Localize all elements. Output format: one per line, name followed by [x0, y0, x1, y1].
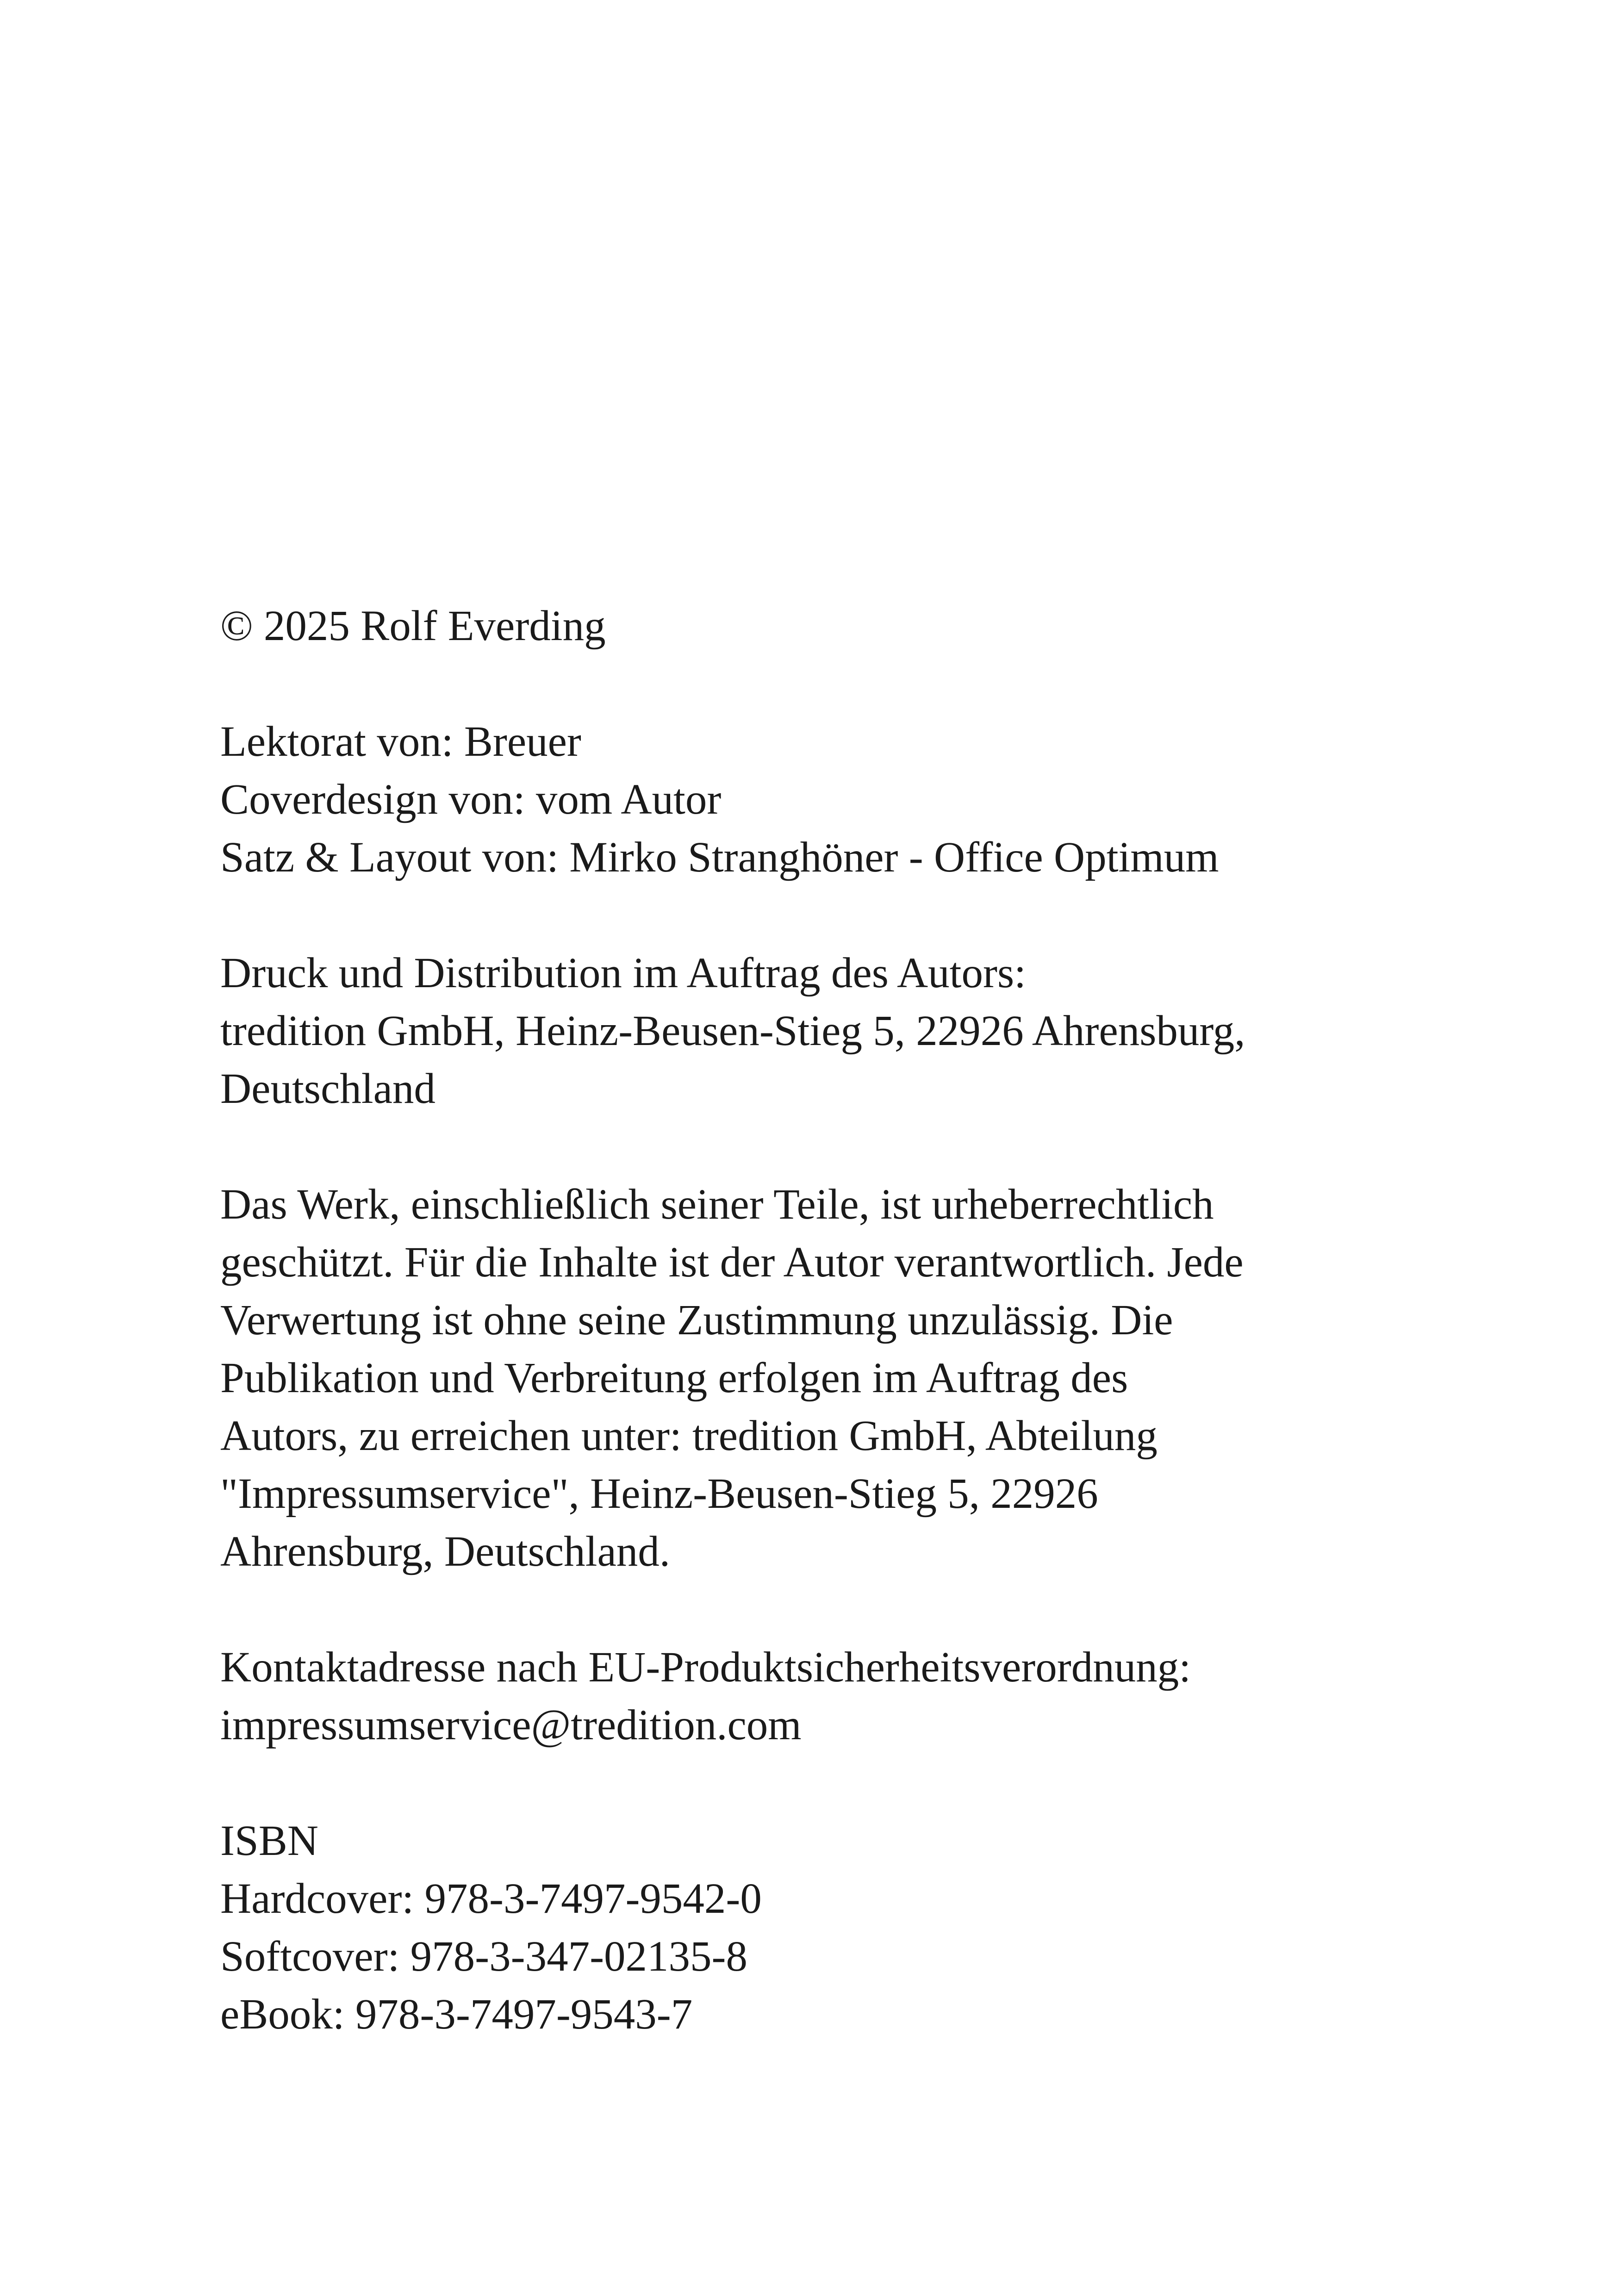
isbn-ebook: eBook: 978-3-7497-9543-7 — [220, 1991, 693, 2038]
isbn-softcover: Softcover: 978-3-347-02135-8 — [220, 1933, 748, 1980]
rights-line: Autors, zu erreichen unter: tredition GmbH, Abteilung — [220, 1412, 1157, 1460]
print-line: tredition GmbH, Heinz-Beusen-Stieg 5, 22926 Ahrensburg, — [220, 1007, 1245, 1055]
satz-layout-line: Satz & Layout von: Mirko Stranghöner - Office Optimum — [220, 834, 1219, 881]
rights-line: Ahrensburg, Deutschland. — [220, 1528, 671, 1575]
rights-line: Das Werk, einschließlich seiner Teile, ist urheberrechtlich — [220, 1181, 1214, 1228]
coverdesign-line: Coverdesign von: vom Autor — [220, 776, 722, 823]
contact-line: Kontaktadresse nach EU-Produktsicherheitsverordnung: — [220, 1643, 1191, 1691]
lektorat-line: Lektorat von: Breuer — [220, 718, 581, 765]
print-line: Druck und Distribution im Auftrag des Autors: — [220, 949, 1027, 997]
imprint-text — [220, 597, 1424, 2043]
isbn-block — [220, 1812, 1424, 2043]
contact-block — [220, 1638, 1424, 1754]
contact-email: impressumservice@tredition.com — [220, 1701, 802, 1749]
rights-line: Verwertung ist ohne seine Zustimmung unzulässig. Die — [220, 1296, 1173, 1344]
isbn-heading: ISBN — [220, 1817, 318, 1865]
rights-notice-block — [220, 1176, 1424, 1580]
copyright-block — [220, 597, 1424, 655]
print-distribution-block — [220, 944, 1424, 1118]
rights-line: "Impressumservice", Heinz-Beusen-Stieg 5, 22926 — [220, 1470, 1098, 1518]
copyright-line: © 2025 Rolf Everding — [220, 602, 606, 650]
isbn-hardcover: Hardcover: 978-3-7497-9542-0 — [220, 1875, 762, 1923]
rights-line: Publikation und Verbreitung erfolgen im Auftrag des — [220, 1354, 1128, 1402]
credits-block — [220, 713, 1424, 886]
print-line: Deutschland — [220, 1065, 436, 1113]
rights-line: geschützt. Für die Inhalte ist der Autor verantwortlich. Jede — [220, 1238, 1244, 1286]
